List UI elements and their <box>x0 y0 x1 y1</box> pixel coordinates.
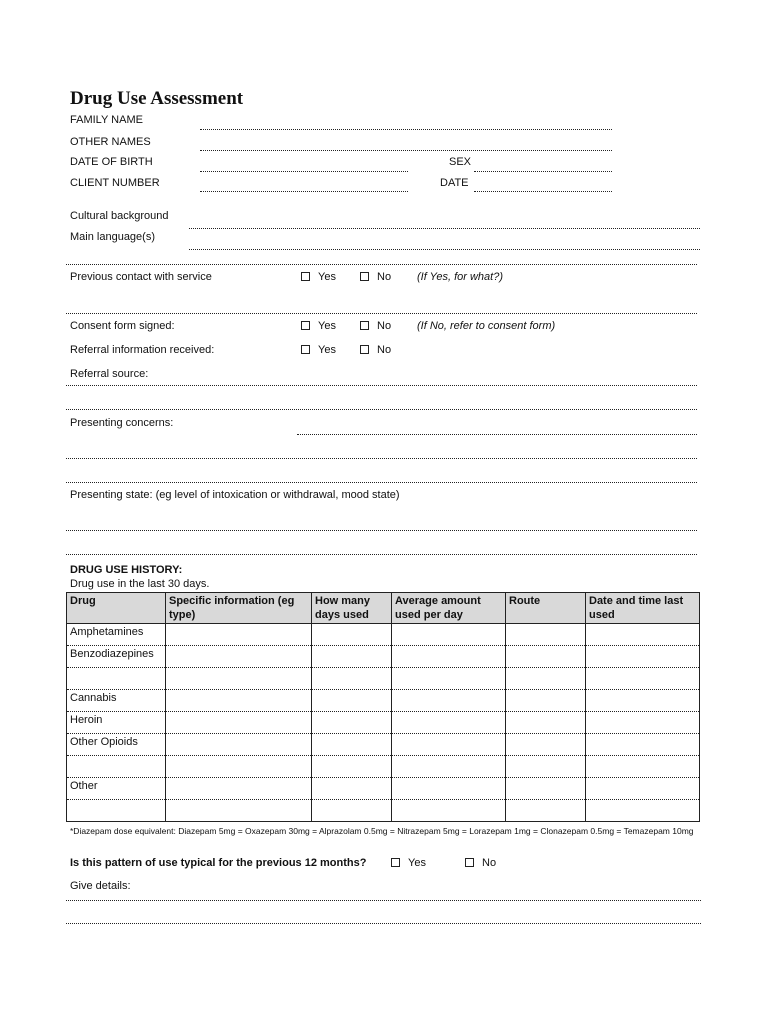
checkbox-icon <box>391 858 400 867</box>
table-cell[interactable] <box>312 668 392 690</box>
other-names-label: OTHER NAMES <box>70 136 151 148</box>
table-cell[interactable] <box>506 690 586 712</box>
date-of-birth-field[interactable] <box>200 171 408 172</box>
table-cell[interactable] <box>312 756 392 778</box>
sex-field[interactable] <box>474 171 612 172</box>
drug-cell: Amphetamines <box>67 624 166 646</box>
dose-equivalent-footnote: *Diazepam dose equivalent: Diazepam 5mg = Oxazepam 30mg = Alprazolam 0.5mg = Nitrazepam 5mg = Lorazepam 1mg = Clonazepam 0.5mg = Temazepam 10mg <box>70 826 694 836</box>
checkbox-icon <box>360 345 369 354</box>
column-header: Route <box>506 593 586 624</box>
table-cell[interactable] <box>312 712 392 734</box>
table-cell[interactable] <box>312 734 392 756</box>
referral-source-field[interactable] <box>66 385 697 386</box>
separator-line <box>66 264 697 265</box>
table-cell[interactable] <box>166 734 312 756</box>
column-header: Specific information (eg type) <box>166 593 312 624</box>
table-cell[interactable] <box>392 800 506 822</box>
client-number-label: CLIENT NUMBER <box>70 177 160 189</box>
table-row <box>67 800 700 822</box>
presenting-concerns-field[interactable] <box>297 434 697 435</box>
drug-cell: Other <box>67 778 166 800</box>
sex-label: SEX <box>449 156 472 168</box>
cultural-background-label: Cultural background <box>70 210 169 222</box>
table-cell[interactable] <box>586 668 700 690</box>
table-cell[interactable] <box>166 668 312 690</box>
presenting-concerns-field-3[interactable] <box>66 482 697 483</box>
checkbox-icon <box>360 321 369 330</box>
family-name-label: FAMILY NAME <box>70 114 143 126</box>
presenting-state-field[interactable] <box>66 530 697 531</box>
main-language-label: Main language(s) <box>70 231 155 243</box>
checkbox-icon <box>301 345 310 354</box>
pattern-yes[interactable]: Yes <box>391 856 426 870</box>
column-header: Drug <box>67 593 166 624</box>
presenting-concerns-field-2[interactable] <box>66 458 697 459</box>
drug-cell: Cannabis <box>67 690 166 712</box>
drug-cell: Heroin <box>67 712 166 734</box>
table-row <box>67 712 700 734</box>
checkbox-icon <box>360 272 369 281</box>
checkbox-icon <box>301 321 310 330</box>
previous-contact-field[interactable] <box>66 313 697 314</box>
table-cell[interactable] <box>392 712 506 734</box>
table-cell[interactable] <box>506 734 586 756</box>
previous-contact-no[interactable]: No <box>360 270 391 284</box>
family-name-field[interactable] <box>200 129 612 130</box>
history-heading: DRUG USE HISTORY: <box>70 564 183 576</box>
table-cell[interactable] <box>506 668 586 690</box>
drug-cell: Other Opioids <box>67 734 166 756</box>
table-cell[interactable] <box>166 624 312 646</box>
table-row <box>67 624 700 646</box>
table-row <box>67 646 700 668</box>
other-names-field[interactable] <box>200 150 612 151</box>
table-row <box>67 756 700 778</box>
if-no-note: (If No, refer to consent form) <box>417 320 556 332</box>
table-cell[interactable] <box>312 624 392 646</box>
referral-info-yes[interactable]: Yes <box>301 343 336 357</box>
table-cell[interactable] <box>392 668 506 690</box>
table-cell[interactable] <box>586 690 700 712</box>
referral-info-label: Referral information received: <box>70 344 215 356</box>
column-header: How many days used <box>312 593 392 624</box>
previous-contact-label: Previous contact with service <box>70 271 212 283</box>
table-cell[interactable] <box>506 756 586 778</box>
checkbox-icon <box>301 272 310 281</box>
cultural-background-field[interactable] <box>189 228 700 229</box>
table-cell[interactable] <box>586 646 700 668</box>
consent-yes[interactable]: Yes <box>301 319 336 333</box>
table-row <box>67 778 700 800</box>
table-cell[interactable] <box>392 778 506 800</box>
presenting-state-label: Presenting state: (eg level of intoxication or withdrawal, mood state) <box>70 489 400 501</box>
client-number-field[interactable] <box>200 191 408 192</box>
table-row <box>67 734 700 756</box>
table-cell[interactable] <box>586 624 700 646</box>
presenting-state-field-2[interactable] <box>66 554 697 555</box>
table-cell[interactable] <box>586 800 700 822</box>
consent-form-label: Consent form signed: <box>70 320 175 332</box>
table-cell[interactable] <box>586 734 700 756</box>
table-cell[interactable] <box>392 624 506 646</box>
table-cell[interactable] <box>392 756 506 778</box>
previous-contact-yes[interactable]: Yes <box>301 270 336 284</box>
table-cell[interactable] <box>312 800 392 822</box>
table-cell[interactable] <box>166 778 312 800</box>
table-cell[interactable] <box>506 800 586 822</box>
table-cell[interactable] <box>506 778 586 800</box>
table-cell[interactable] <box>392 690 506 712</box>
drug-cell: Benzodiazepines <box>67 646 166 668</box>
drug-cell[interactable] <box>67 800 166 822</box>
referral-source-label: Referral source: <box>70 368 149 380</box>
table-row <box>67 690 700 712</box>
table-cell[interactable] <box>586 778 700 800</box>
pattern-question: Is this pattern of use typical for the previous 12 months? <box>70 857 367 869</box>
table-cell[interactable] <box>166 646 312 668</box>
give-details-field[interactable] <box>66 900 701 901</box>
drug-cell[interactable] <box>67 756 166 778</box>
pattern-no[interactable]: No <box>465 856 496 870</box>
table-cell[interactable] <box>166 800 312 822</box>
column-header: Average amount used per day <box>392 593 506 624</box>
give-details-field-2[interactable] <box>66 923 701 924</box>
table-cell[interactable] <box>312 778 392 800</box>
table-header-row <box>67 593 700 624</box>
table-row <box>67 668 700 690</box>
date-of-birth-label: DATE OF BIRTH <box>70 156 153 168</box>
table-cell[interactable] <box>312 690 392 712</box>
give-details-label: Give details: <box>70 880 131 892</box>
table-cell[interactable] <box>166 712 312 734</box>
table-cell[interactable] <box>392 646 506 668</box>
main-language-field[interactable] <box>189 249 700 250</box>
table-cell[interactable] <box>586 756 700 778</box>
table-cell[interactable] <box>506 712 586 734</box>
table-cell[interactable] <box>586 712 700 734</box>
date-label: DATE <box>440 177 469 189</box>
presenting-concerns-label: Presenting concerns: <box>70 417 174 429</box>
table-cell[interactable] <box>166 690 312 712</box>
page-title: Drug Use Assessment <box>70 88 244 109</box>
history-subheading: Drug use in the last 30 days. <box>70 578 210 590</box>
column-header: Date and time last used <box>586 593 700 624</box>
table-cell[interactable] <box>506 646 586 668</box>
table-cell[interactable] <box>506 624 586 646</box>
date-field[interactable] <box>474 191 612 192</box>
referral-source-field-2[interactable] <box>66 409 697 410</box>
consent-no[interactable]: No <box>360 319 391 333</box>
drug-cell[interactable] <box>67 668 166 690</box>
table-cell[interactable] <box>166 756 312 778</box>
checkbox-icon <box>465 858 474 867</box>
referral-info-no[interactable]: No <box>360 343 391 357</box>
if-yes-note: (If Yes, for what?) <box>417 271 504 283</box>
table-cell[interactable] <box>312 646 392 668</box>
table-cell[interactable] <box>392 734 506 756</box>
drug-history-table <box>66 592 700 822</box>
